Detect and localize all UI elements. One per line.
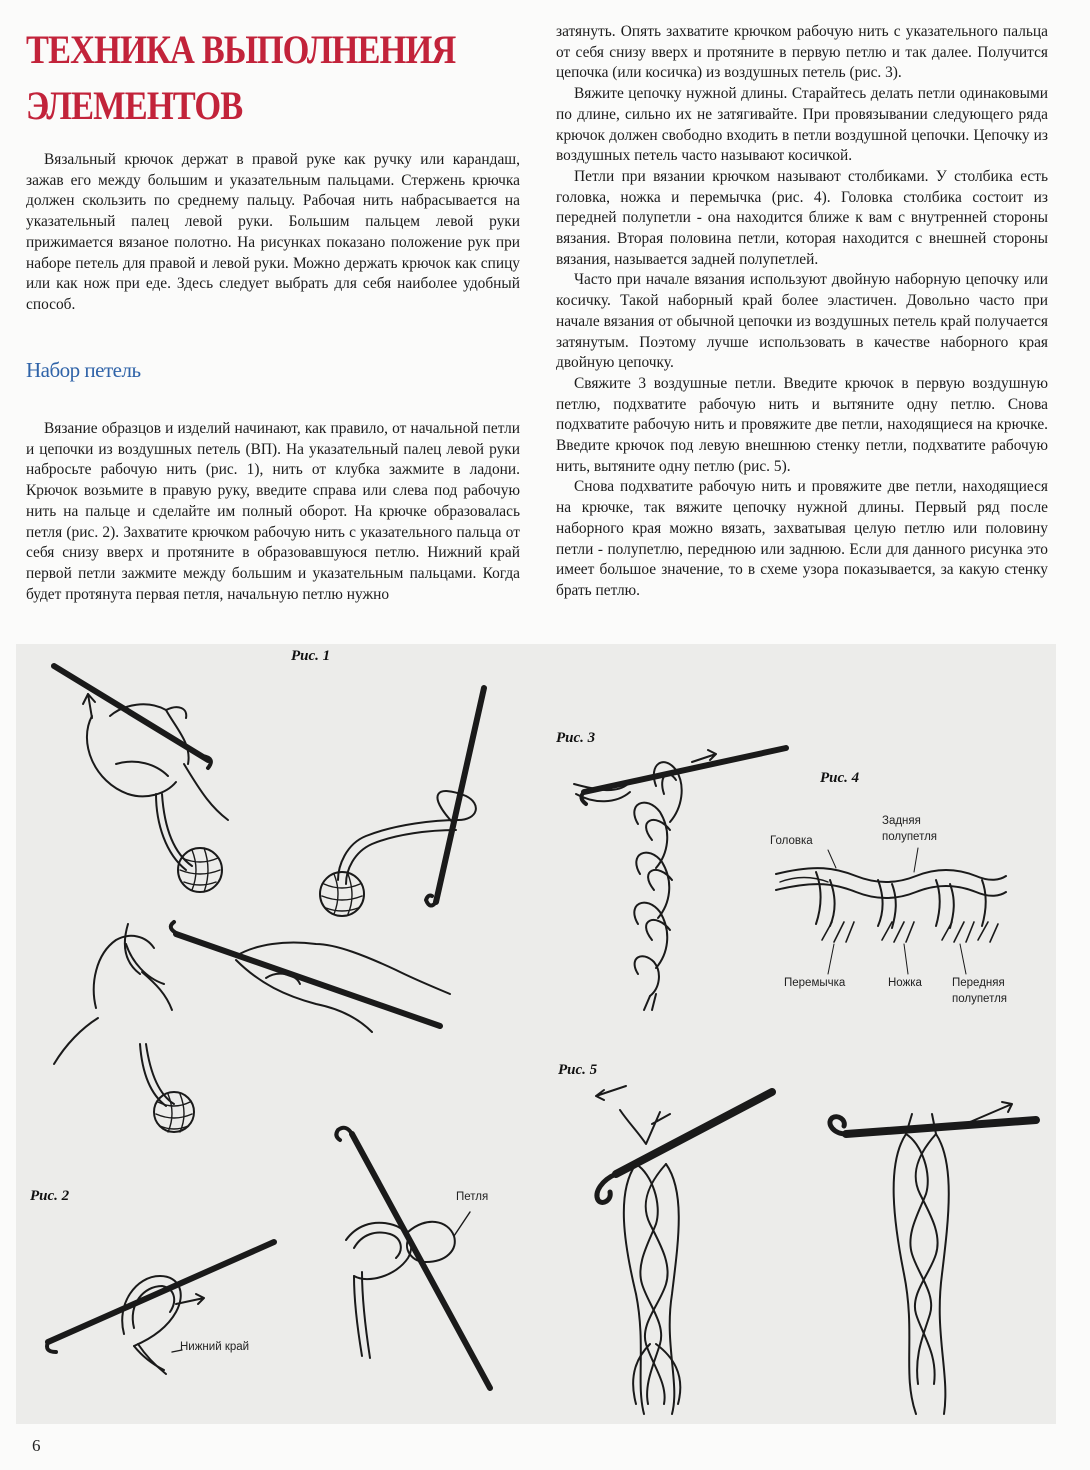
fig4-front-loop-label-2: полупетля	[952, 993, 1008, 1005]
page-number: 6	[32, 1436, 41, 1455]
fig2-knot	[336, 1128, 490, 1388]
fig3-chain	[574, 748, 786, 1010]
figures-panel	[16, 644, 1056, 1424]
right-paragraph: Часто при начале вязания используют двойную наборную цепочку или косичку. Такой наборный край более эластичен. Довольно часто при начале вязания от обычной цепочки из воздушных петель край получается затянутым. Поэтому лучше использовать в качестве наборного края двойную цепочку.	[556, 271, 1048, 372]
fig2-loop-label: Петля	[456, 1191, 489, 1203]
right-column	[556, 22, 1048, 602]
fig4-back-loop-label-2: полупетля	[882, 831, 938, 843]
right-paragraph: Петли при вязании крючком называют столбиками. У столбика есть головка, ножка и перемычка (рис. 4). Головка столбика состоит из передней полупетли - она находится ближе к вам с внутренней стороны вязания. Вторая половина петли, которая находится с внешней стороны вязания, называется задней полупетлей.	[556, 167, 1048, 268]
intro-column	[26, 150, 520, 316]
fig4-front-loop-label-1: Передняя	[952, 977, 1005, 989]
fig4-head-label: Головка	[770, 835, 813, 847]
right-paragraph: Свяжите 3 воздушные петли. Введите крючок в первую воздушную петлю, подхватите рабочую нить и вытяните одну петлю. Снова подхватите рабочую нить и провяжите две петли, находящиеся на крючке. Введите крючок под левую внешнюю стенку петли, подхватите рабочую нить, вытяните одну петлю (рис. 5).	[556, 374, 1048, 475]
fig1-hand-bottom	[54, 922, 450, 1132]
right-paragraph: Вяжите цепочку нужной длины. Старайтесь делать петли одинаковыми по длине, сильно их не затягивайте. При провязывании следующего ряда крючок должен свободно входить в петли воздушной цепочки. Цепочку из воздушных петель часто называют косичкой.	[556, 85, 1048, 165]
page-title: ТЕХНИКА ВЫПОЛНЕНИЯ ЭЛЕМЕНТОВ	[26, 27, 456, 128]
right-paragraph: Снова подхватите рабочую нить и провяжите две петли, находящиеся на крючке, так вяжите цепочку нужной длины. Первый ряд после наборного края можно вязать, захватывая целую петлю или половину петли - полупетлю, переднюю или заднюю. Если для данного рисунка это имеет большое значение, то в схеме узора показывается, за какую стенку брать петлю.	[556, 478, 1048, 599]
fig4-back-loop-label-1: Задняя	[882, 815, 921, 827]
left-paragraph: Вязание образцов и изделий начинают, как правило, от начальной петли и цепочки из воздушных петель (ВП). На указательный палец левой руки набросьте рабочую нить (рис. 1), нить от клубка зажмите в ладони. Крючок возьмите в правую руку, введите справа или слева под рабочую нить на пальце и сделайте им полный оборот. На крючке образовалась петля (рис. 2). Захватите крючком рабочую нить с указательного пальца от себя снизу вверх и протяните в образовавшуюся петлю. Нижний край первой петли зажмите между большим и указательным пальцами. Когда будет протянута первая петля, начальную петлю нужно	[26, 420, 520, 603]
crochet-illustrations	[16, 644, 1056, 1424]
right-paragraph: затянуть. Опять захватите крючком рабочую нить с указательного пальца от себя снизу вверх и протяните в первую петлю и так далее. Получится цепочка (или косичка) из воздушных петель (рис. 3).	[556, 23, 1048, 82]
fig1-hook-ball	[320, 688, 484, 916]
left-column	[26, 419, 520, 605]
fig5-label: Рис. 5	[558, 1062, 598, 1078]
fig4-label: Рис. 4	[820, 770, 860, 786]
fig2-lower-edge-label: Нижний край	[180, 1341, 250, 1353]
section-heading: Набор петель	[26, 358, 141, 382]
fig5-chain-right	[830, 1102, 1036, 1414]
fig3-label: Рис. 3	[556, 730, 596, 746]
fig4-stitches	[776, 848, 1006, 974]
intro-paragraph: Вязальный крючок держат в правой руке как ручку или карандаш, зажав его между большим и указательным пальцами. Стержень крючка должен скользить по среднему пальцу. Рабочая нить набрасывается на указательный палец левой руки. Большим пальцем левой руки прижимается вязаное полотно. На рисунках показано положение рук при наборе петель для правой и левой руки. Можно держать крючок как спицу или как нож при еде. Здесь следует выбрать для себя наиболее удобный способ.	[26, 151, 520, 313]
fig5-chain-left	[596, 1086, 772, 1414]
fig1-hand-top	[54, 666, 228, 892]
fig4-leg-label: Ножка	[888, 977, 922, 989]
fig2-label: Рис. 2	[30, 1188, 70, 1204]
fig2-hook-loop	[47, 1242, 274, 1374]
fig4-bridge-label: Перемычка	[784, 977, 846, 989]
fig1-label: Рис. 1	[291, 648, 331, 664]
